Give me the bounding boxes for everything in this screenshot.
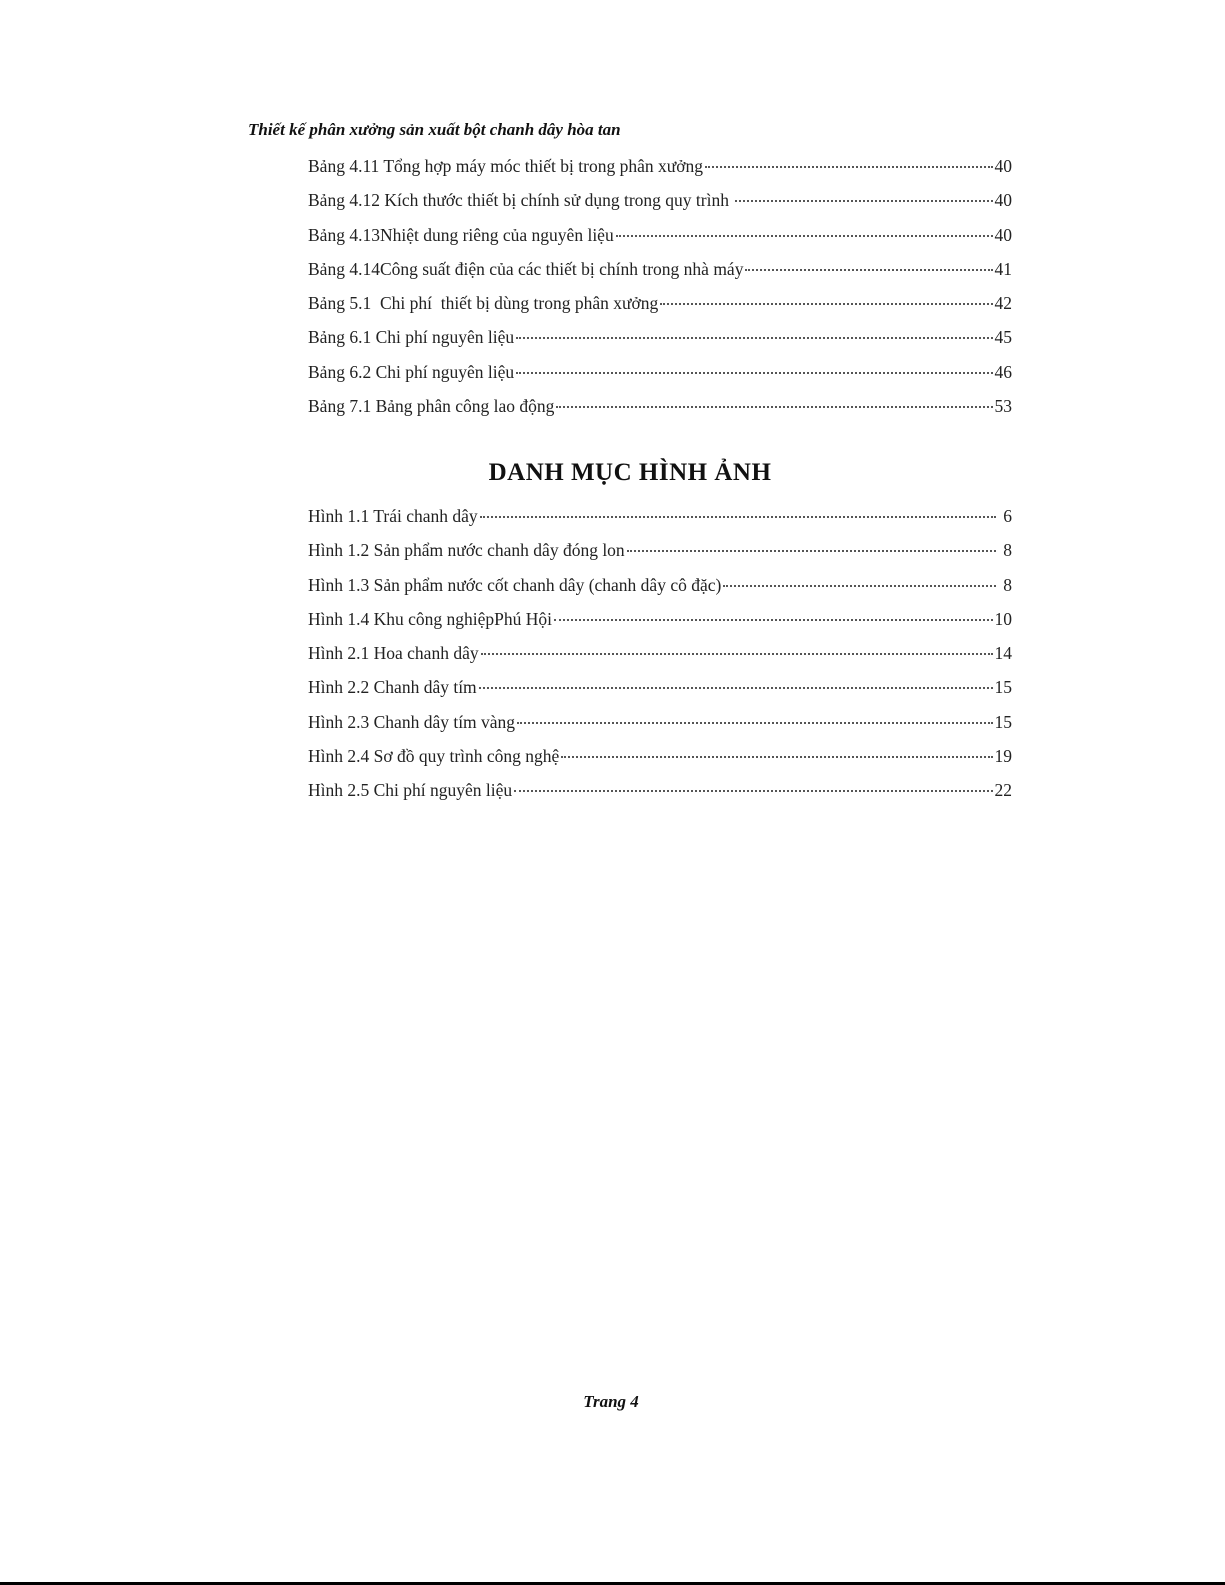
toc-entry-label: Hình 2.2 Chanh dây tím xyxy=(308,677,477,698)
toc-entry-page: 53 xyxy=(994,396,1012,417)
toc-entry-page: 40 xyxy=(994,224,1012,245)
dot-leader xyxy=(516,337,992,339)
toc-entry-label: Bảng 4.13Nhiệt dung riêng của nguyên liệu xyxy=(308,224,614,245)
toc-entry[interactable] xyxy=(308,184,1012,218)
toc-entry-label: Bảng 7.1 Bảng phân công lao động xyxy=(308,396,555,417)
toc-entry[interactable] xyxy=(308,150,1012,184)
toc-entry-label: Hình 2.3 Chanh dây tím vàng xyxy=(308,711,516,732)
dot-leader xyxy=(561,756,992,758)
list-of-tables xyxy=(308,150,1012,424)
toc-entry-page: 8 xyxy=(1003,540,1012,561)
toc-entry-label: Hình 1.2 Sản phẩm nước chanh dây đóng lon xyxy=(308,540,625,561)
toc-entry-label: Hình 2.4 Sơ đồ quy trình công nghệ xyxy=(308,746,560,767)
dot-leader xyxy=(479,687,993,689)
toc-entry-label: Hình 1.3 Sản phẩm nước cốt chanh dây (chanh dây cô đặc) xyxy=(308,574,722,595)
dot-leader xyxy=(705,166,993,168)
toc-entry[interactable] xyxy=(308,671,1012,705)
dot-leader xyxy=(516,372,992,374)
dot-leader xyxy=(480,516,996,518)
toc-entry[interactable] xyxy=(308,637,1012,671)
toc-entry-label: Hình 2.1 Hoa chanh dây xyxy=(308,643,479,664)
toc-entry-page: 41 xyxy=(994,258,1012,279)
dot-leader xyxy=(660,303,992,305)
toc-entry-label: Bảng 4.11 Tổng hợp máy móc thiết bị trong phân xưởng xyxy=(308,156,703,176)
toc-entry[interactable] xyxy=(308,603,1012,637)
toc-entry-page: 10 xyxy=(994,608,1012,629)
toc-entry[interactable] xyxy=(308,534,1012,568)
toc-entry-label: Bảng 5.1 Chi phí thiết bị dùng trong phân xưởng xyxy=(308,293,659,314)
toc-entry[interactable] xyxy=(308,321,1012,355)
toc-entry-page: 46 xyxy=(994,361,1012,382)
toc-entry[interactable] xyxy=(308,356,1012,390)
dot-leader xyxy=(735,200,992,202)
toc-entry-label: Bảng 4.12 Kích thước thiết bị chính sử dụng trong quy trình xyxy=(308,190,734,211)
toc-entry-page: 19 xyxy=(994,746,1012,767)
toc-entry-label: Hình 2.5 Chi phí nguyên liệu xyxy=(308,780,513,801)
toc-entry[interactable] xyxy=(308,219,1012,253)
toc-entry-label: Hình 1.4 Khu công nghiệpPhú Hội xyxy=(308,608,553,629)
toc-entry[interactable] xyxy=(308,740,1012,774)
page-number-footer: Trang 4 xyxy=(583,1392,639,1411)
toc-entry-page: 15 xyxy=(994,677,1012,698)
toc-entry-page: 14 xyxy=(994,643,1012,664)
dot-leader xyxy=(517,722,992,724)
toc-entry-page: 40 xyxy=(994,190,1012,211)
toc-entry-label: Bảng 4.14Công suất điện của các thiết bị chính trong nhà máy xyxy=(308,258,744,279)
dot-leader xyxy=(627,550,996,552)
toc-entry-page: 22 xyxy=(994,780,1012,801)
toc-entry-label: Bảng 6.2 Chi phí nguyên liệu xyxy=(308,361,515,382)
toc-entry-label: Bảng 6.1 Chi phí nguyên liệu xyxy=(308,327,515,348)
running-header: Thiết kế phân xưởng sản xuất bột chanh dây hòa tan xyxy=(248,120,621,139)
dot-leader xyxy=(723,585,996,587)
dot-leader xyxy=(554,619,992,621)
dot-leader xyxy=(745,269,992,271)
toc-entry[interactable] xyxy=(308,774,1012,808)
toc-entry[interactable] xyxy=(308,253,1012,287)
toc-entry[interactable] xyxy=(308,500,1012,534)
toc-entry[interactable] xyxy=(308,287,1012,321)
toc-entry[interactable] xyxy=(308,706,1012,740)
toc-entry-label: Hình 1.1 Trái chanh dây xyxy=(308,506,478,526)
toc-entry-page: 45 xyxy=(994,327,1012,348)
toc-entry-page: 8 xyxy=(1003,574,1012,595)
toc-entry-page: 15 xyxy=(994,711,1012,732)
figures-section-heading: DANH MỤC HÌNH ẢNH xyxy=(488,459,772,486)
dot-leader xyxy=(556,406,992,408)
dot-leader xyxy=(514,790,992,792)
dot-leader xyxy=(616,235,993,237)
toc-entry-page: 42 xyxy=(994,293,1012,314)
toc-entry[interactable] xyxy=(308,569,1012,603)
toc-entry-page: 40 xyxy=(994,156,1012,176)
toc-entry[interactable] xyxy=(308,390,1012,424)
toc-entry-page: 6 xyxy=(1003,506,1012,526)
list-of-figures xyxy=(308,500,1012,809)
dot-leader xyxy=(481,653,993,655)
